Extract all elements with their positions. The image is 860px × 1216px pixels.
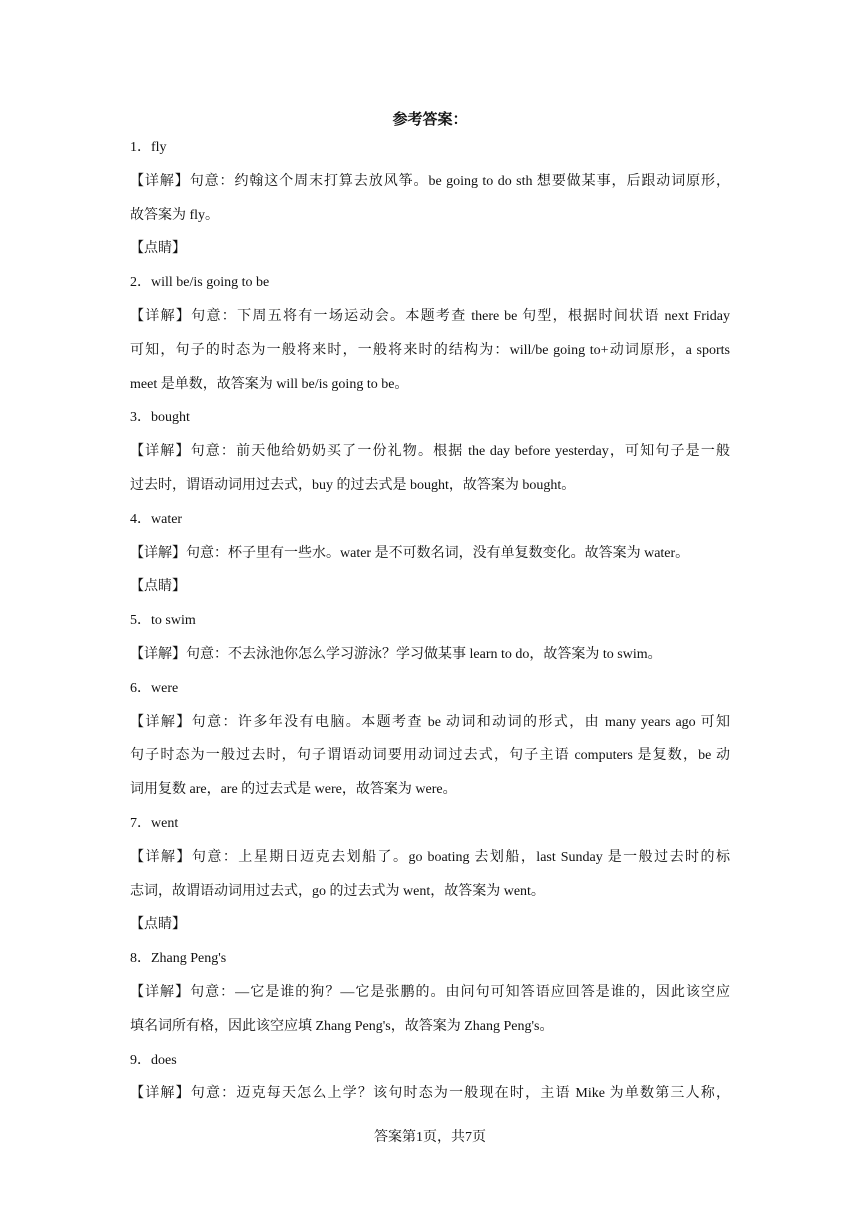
answer-line: 【详解】句意：前天他给奶奶买了一份礼物。根据 the day before yesterday，可知句子是一般 <box>130 444 730 460</box>
answer-line: 词用复数 are，are 的过去式是 were，故答案为 were。 <box>130 782 457 798</box>
answer-line: 故答案为 fly。 <box>130 207 220 223</box>
answer-line: 4．water <box>130 511 183 527</box>
answer-line: 【点睛】 <box>130 917 186 933</box>
answer-line: 句子时态为一般过去时，句子谓语动词要用动词过去式，句子主语 computers 是复数，be 动 <box>130 748 730 764</box>
answer-line: meet 是单数，故答案为 will be/is going to be。 <box>130 376 409 392</box>
answer-line: 【详解】句意：不去泳池你怎么学习游泳？学习做某事 learn to do，故答案为 to swim。 <box>130 646 662 662</box>
answer-line: 【详解】句意：上星期日迈克去划船了。go boating 去划船，last Sunday 是一般过去时的标 <box>130 849 730 865</box>
answer-line: 7．went <box>130 815 179 831</box>
answer-line: 【点睛】 <box>130 241 186 257</box>
answer-line: 【详解】句意：杯子里有一些水。water 是不可数名词，没有单复数变化。故答案为 water。 <box>130 545 690 561</box>
answer-line: 2．will be/is going to be <box>130 275 270 291</box>
answer-line: 【详解】句意：—它是谁的狗？—它是张鹏的。由问句可知答语应回答是谁的，因此该空应 <box>130 984 730 1000</box>
answer-line: 【详解】句意：下周五将有一场运动会。本题考查 there be 句型，根据时间状语 next Friday <box>130 308 730 324</box>
answer-line: 【详解】句意：约翰这个周末打算去放风筝。be going to do sth 想要做某事，后跟动词原形， <box>130 173 730 189</box>
answer-line: 【详解】句意：许多年没有电脑。本题考查 be 动词和动词的形式，由 many years ago 可知 <box>130 714 730 730</box>
page-title: 参考答案： <box>392 112 468 128</box>
answer-line: 过去时，谓语动词用过去式，buy 的过去式是 bought，故答案为 bought。 <box>130 477 576 493</box>
answer-line: 9．does <box>130 1052 177 1068</box>
answer-line: 【点睛】 <box>130 579 186 595</box>
answer-line: 8．Zhang Peng's <box>130 951 227 967</box>
answer-line: 志词，故谓语动词用过去式，go 的过去式为 went，故答案为 went。 <box>130 883 545 899</box>
answer-line: 6．were <box>130 680 179 696</box>
page-footer: 答案第1页，共7页 <box>374 1130 486 1145</box>
answer-line: 可知，句子的时态为一般将来时，一般将来时的结构为：will/be going to+动词原形，a sports <box>130 342 730 358</box>
answer-content <box>130 131 730 1111</box>
answer-line: 填名词所有格，因此该空应填 Zhang Peng's，故答案为 Zhang Peng's。 <box>130 1018 554 1034</box>
answer-line: 5．to swim <box>130 613 196 629</box>
answer-line: 【详解】句意：迈克每天怎么上学？该句时态为一般现在时，主语 Mike 为单数第三人称， <box>130 1086 730 1102</box>
answer-line: 3．bought <box>130 410 190 426</box>
answer-line: 1．fly <box>130 140 167 155</box>
